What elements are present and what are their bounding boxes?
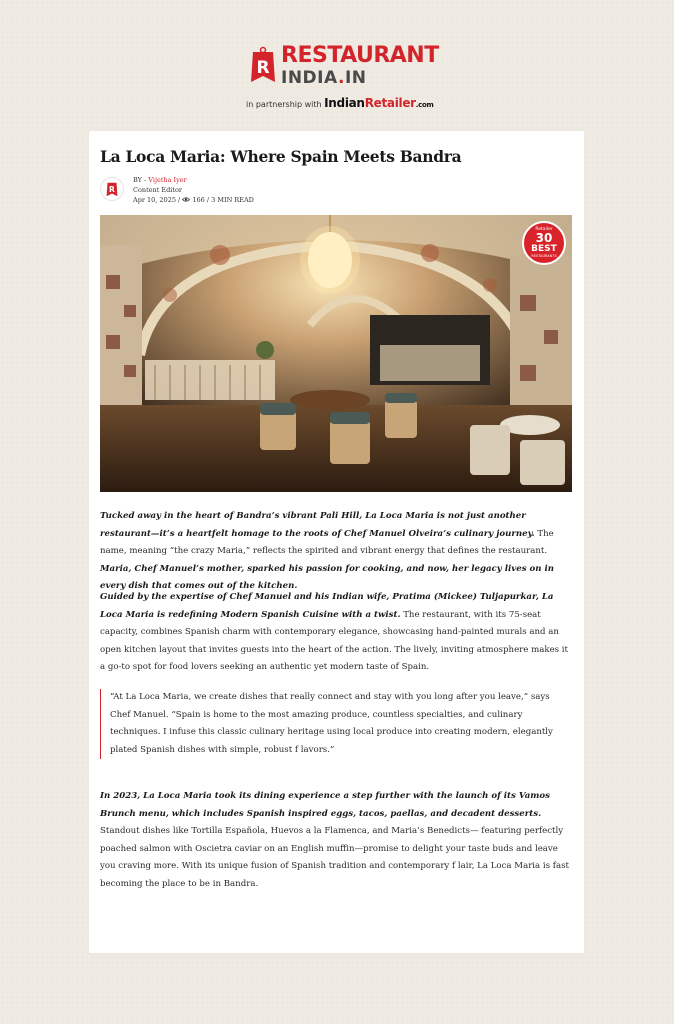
byline xyxy=(100,175,400,209)
byline-meta: BY - Vijetha Iyer Content Editor Apr 10, 2025 / 166 / 3 MIN READ xyxy=(133,176,254,204)
brand-domain: INDIA.IN xyxy=(281,68,367,88)
article-title: La Loca Maria: Where Spain Meets Bandra xyxy=(100,147,462,166)
article-card xyxy=(89,131,584,953)
brand-name: RESTAURANT xyxy=(281,43,439,68)
best-restaurants-badge: Retailer 30 BEST RESTAURANTS xyxy=(522,221,566,265)
restaurant-india-logo-icon xyxy=(105,180,119,198)
author-avatar xyxy=(100,177,124,201)
article-stats: Apr 10, 2025 / 166 / 3 MIN READ xyxy=(133,196,254,204)
partner-line xyxy=(246,96,446,112)
chef-quote: “At La Loca Maria, we create dishes that really connect and stay with you long after you leave,” says Chef Manuel. “Spain is home to the most amazing produce, countless specialties, and culinary techniques. I infuse this classic culinary heritage using local produce into creating modern, elegantly plated Spanish dishes with simple, robust f lavors.” xyxy=(100,689,572,759)
partner-prefix: in partnership with xyxy=(246,100,322,109)
author-role: Content Editor xyxy=(133,186,183,194)
restaurant-interior-photo xyxy=(100,215,572,492)
author-link[interactable]: Vijetha Iyer xyxy=(148,176,187,184)
hero-image xyxy=(100,215,572,492)
svg-text:R: R xyxy=(256,58,270,78)
svg-text:R: R xyxy=(109,185,115,195)
masthead xyxy=(0,44,674,114)
paragraph-expertise: Guided by the expertise of Chef Manuel and his Indian wife, Pratima (Mickee) Tuljapurkar, La Loca Maria is redefining Modern Spanish Cuisine with a twist. The restaurant, with its 75-seat capacity, combines Spanish charm with contemporary elegance, showcasing hand-painted murals and an open kitchen layout that invites guests into the heart of the action. The lively, inviting atmosphere makes it a go-to spot for food lovers seeking an authentic yet modern taste of Spain. xyxy=(100,592,569,672)
restaurant-india-logo-icon xyxy=(249,46,277,86)
eye-icon xyxy=(182,197,190,202)
paragraph-brunch: In 2023, La Loca Maria took its dining experience a step further with the launch of its Vamos Brunch menu, which includes Spanish inspired eggs, tacos, paellas, and decadent desserts. Standout dishes like Tortilla Española, Huevos a la Flamenca, and Maria’s Benedicts— featuring perfectly poached salmon with Oscietra caviar on an English muffin—promise to delight your taste buds and leave you craving more. With its unique fusion of Spanish tradition and contemporary f lair, La Loca Maria is fast becoming the place to be in Bandra. xyxy=(100,791,569,889)
partner-name: IndianRetailer.com xyxy=(324,96,434,110)
paragraph-intro: Tucked away in the heart of Bandra’s vibrant Pali Hill, La Loca Maria is not just another restaurant—it’s a heartfelt homage to the roots of Chef Manuel Olveira’s culinary journey. The name, meaning “the crazy Maria,” reflects the spirited and vibrant energy that defines the restaurant. Maria, Chef Manuel’s mother, sparked his passion for cooking, and now, her legacy lives on in every dish that comes out of the kitchen. xyxy=(100,511,555,591)
